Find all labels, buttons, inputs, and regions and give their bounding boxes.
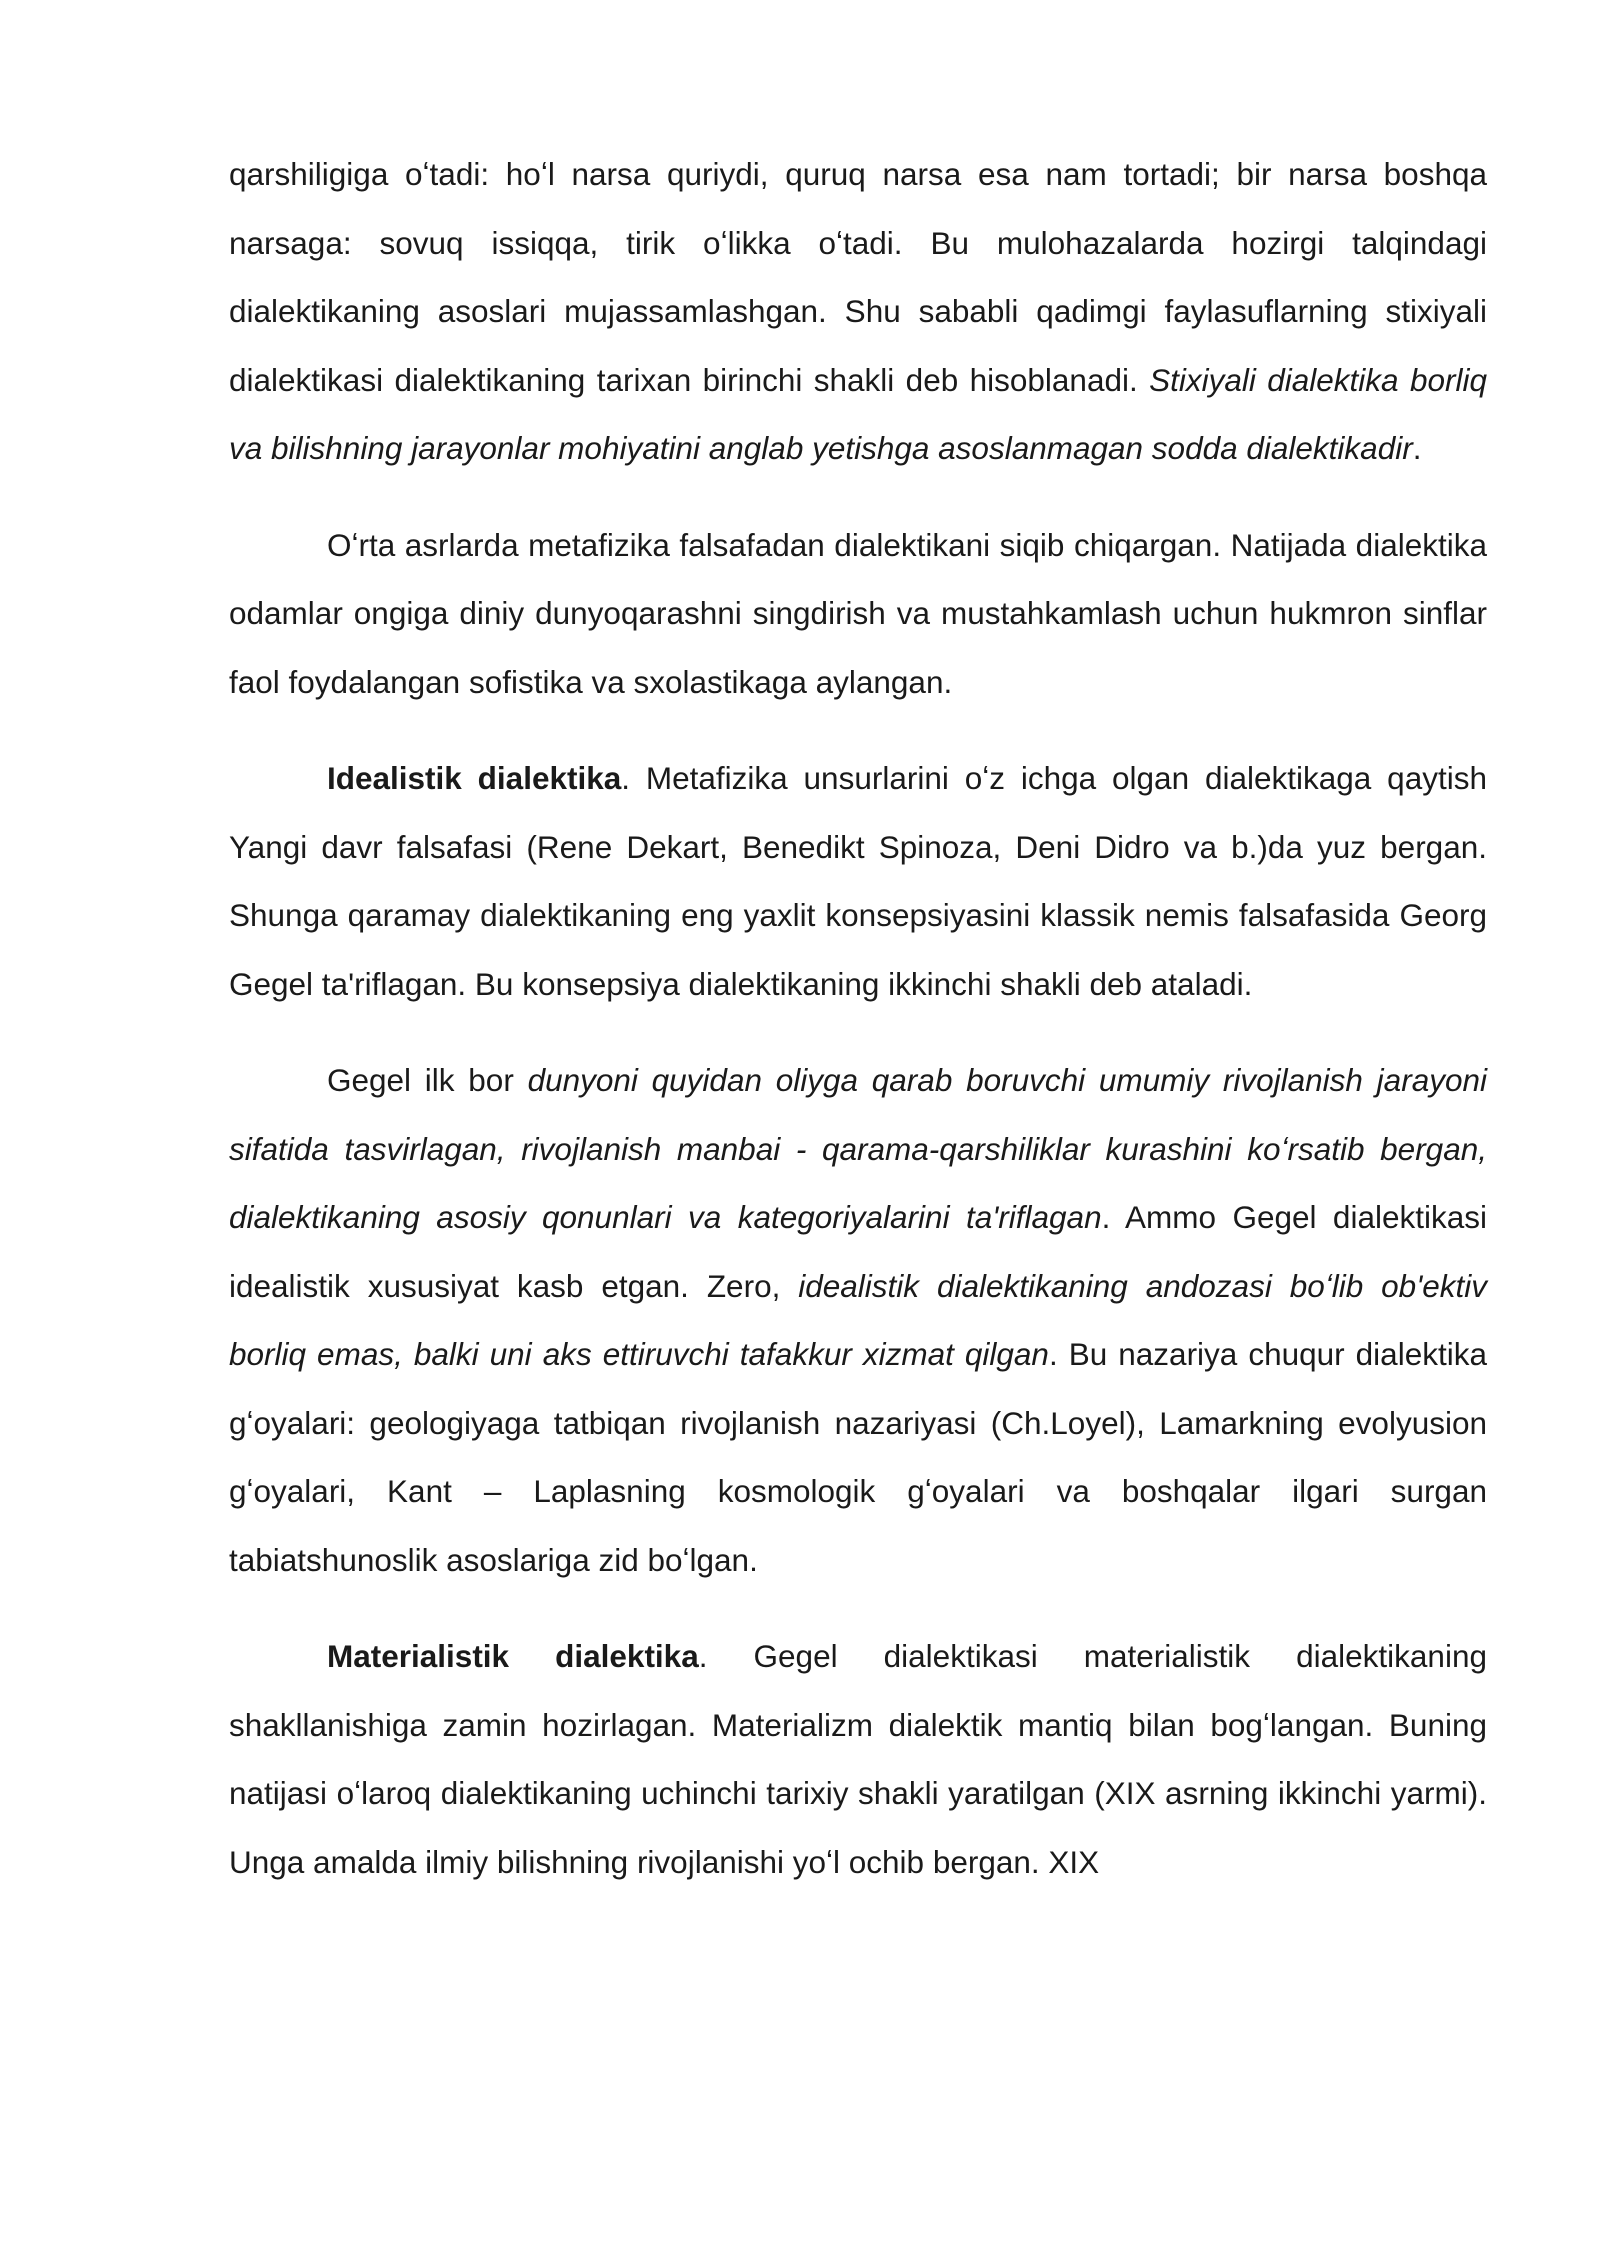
paragraph-2 (229, 511, 1487, 717)
para1-italic-definition: Stixiyali dialektika borliq va bilishning jarayonlar mohiyatini anglab yetishga asoslanmagan sodda dialektikadir (229, 361, 1487, 466)
paragraph-1 (229, 140, 1487, 483)
para3-heading-idealistik: Idealistik dialektika (327, 760, 622, 796)
document-page (229, 140, 1487, 1896)
para4-text-2: . Ammo Gegel dialektikasi idealistik xususiyat kasb etgan. Zero, (229, 1199, 1488, 1304)
paragraph-3 (229, 744, 1487, 1018)
para4-text-3: . Bu nazariya chuqur dialektika gʻoyalari: geologiyaga tatbiqan rivojlanish nazariyasi (Ch.Loyel), Lamarkning evolyusion gʻoyalari, Kant – Laplasning kosmologik gʻoyalari va boshqalar ilgari surgan tabiatshunoslik asoslariga zid boʻlgan. (229, 1336, 1487, 1578)
para4-italic-1: dunyoni quyidan oliyga qarab boruvchi umumiy rivojlanish jarayoni sifatida tasvirlagan, rivojlanish manbai - qarama-qarshiliklar kurashini koʻrsatib bergan, dialektikaning asosiy qonunlari va kategoriyalarini ta'riflagan (229, 1062, 1487, 1235)
para1-text-2: . (1412, 430, 1422, 466)
paragraph-5 (229, 1622, 1487, 1896)
para3-text-1: . Metafizika unsurlarini oʻz ichga olgan dialektikaga qaytish Yangi davr falsafasi (Rene Dekart, Benedikt Spinoza, Deni Didro va b.)da yuz bergan. Shunga qaramay dialektikaning eng yaxlit konsepsiyasini klassik nemis falsafasida Georg Gegel ta'riflagan. Bu konsepsiya dialektikaning ikkinchi shakli deb ataladi. (229, 760, 1487, 1002)
para4-italic-2: idealistik dialektikaning andozasi boʻlib ob'ektiv borliq emas, balki uni aks ettiruvchi tafakkur xizmat qilgan (229, 1267, 1487, 1372)
para4-text-1: Gegel ilk bor (327, 1062, 528, 1098)
para2-text-1: Oʻrta asrlarda metafizika falsafadan dialektikani siqib chiqargan. Natijada dialektika odamlar ongiga diniy dunyoqarashni singdirish va mustahkamlash uchun hukmron sinflar faol foydalangan sofistika va sxolastikaga aylangan. (229, 526, 1487, 700)
para1-text-1: qarshiligiga oʻtadi: hoʻl narsa quriydi, quruq narsa esa nam tortadi; bir narsa boshqa narsaga: sovuq issiqqa, tirik oʻlikka oʻtadi. Bu mulohazalarda hozirgi talqindagi dialektikaning asoslari mujassamlashgan. Shu sababli qadimgi faylasuflarning stixiyali dialektikasi dialektikaning tarixan birinchi shakli deb hisoblanadi. (229, 156, 1487, 398)
paragraph-4 (229, 1046, 1487, 1594)
para5-text-1: . Gegel dialektikasi materialistik dialektikaning shakllanishiga zamin hozirlagan. Materializm dialektik mantiq bilan bogʻlangan. Buning natijasi oʻlaroq dialektikaning uchinchi tarixiy shakli yaratilgan (XIX asrning ikkinchi yarmi). Unga amalda ilmiy bilishning rivojlanishi yoʻl ochib bergan. XIX (229, 1638, 1487, 1880)
para5-heading-materialistik: Materialistik dialektika (327, 1638, 699, 1674)
